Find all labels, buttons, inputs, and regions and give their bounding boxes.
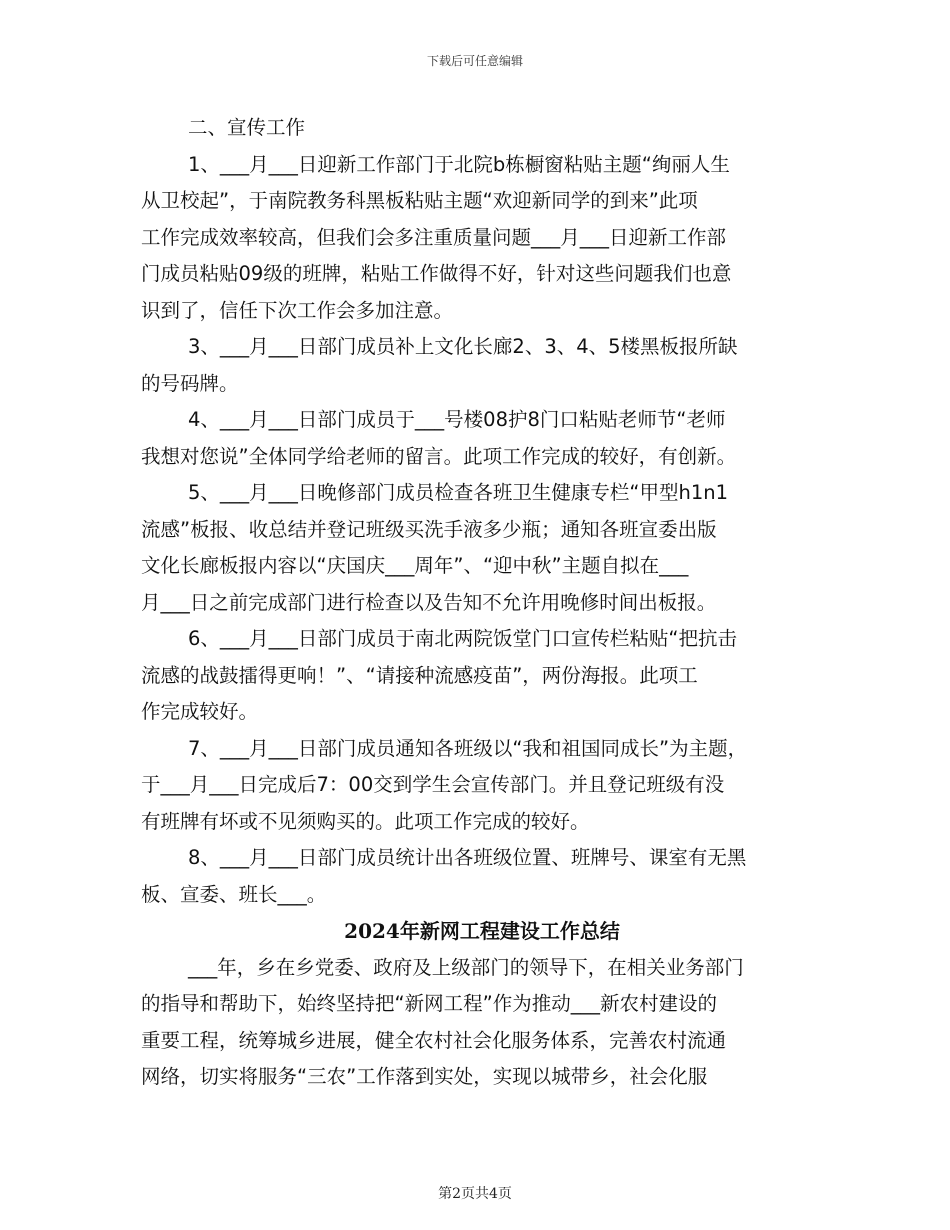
document-title: 2024年新网工程建设工作总结 [344, 919, 620, 943]
paragraph-line: 的号码牌。 [141, 371, 239, 395]
section-heading: 二、宣传工作 [188, 116, 306, 139]
paragraph-line: 5、___月___日晚修部门成员检查各班卫生健康专栏“甲型h1n1 [188, 481, 729, 504]
paragraph-line: 文化长廊板报内容以“庆国庆___周年”、“迎中秋”主题自拟在___ [141, 554, 689, 577]
paragraph-line: 的指导和帮助下，始终坚持把“新网工程”作为推动___新农村建设的 [141, 992, 717, 1015]
paragraph-line: 从卫校起”，于南院教务科黑板粘贴主题“欢迎新同学的到来”此项 [141, 189, 698, 212]
document-body [141, 110, 823, 1096]
paragraph-line: 于___月___日完成后7：00交到学生会宣传部门。并且登记班级有没 [141, 773, 725, 796]
paragraph-line: 月___日之前完成部门进行检查以及告知不允许用晚修时间出板报。 [141, 590, 717, 614]
paragraph-line: 识到了，信任下次工作会多加注意。 [141, 298, 454, 322]
paragraph-line: 作完成较好。 [141, 700, 259, 723]
paragraph-line: 流感的战鼓擂得更响！”、“请接种流感疫苗”，两份海报。此项工 [141, 663, 698, 687]
page-footer: 第2页共4页 [438, 1186, 512, 1202]
paragraph-line: 门成员粘贴09级的班牌，粘贴工作做得不好，针对这些问题我们也意 [141, 262, 732, 285]
paragraph-line: 我想对您说”全体同学给老师的留言。此项工作完成的较好，有创新。 [141, 444, 737, 468]
paragraph-line: 7、___月___日部门成员通知各班级以“我和祖国同成长”为主题， [188, 736, 748, 760]
paragraph-line: 有班牌有坏或不见须购买的。此项工作完成的较好。 [141, 809, 590, 833]
paragraph-line: 重要工程，统筹城乡进展，健全农村社会化服务体系，完善农村流通 [141, 1028, 727, 1052]
paragraph-line: 1、___月___日迎新工作部门于北院b栋橱窗粘贴主题“绚丽人生 [188, 152, 730, 176]
paragraph-line: 板、宣委、班长___。 [141, 882, 327, 906]
paragraph-line: ___年，乡在乡党委、政府及上级部门的领导下，在相关业务部门 [188, 955, 744, 979]
paragraph-line: 流感”板报、收总结并登记班级买洗手液多少瓶；通知各班宣委出版 [141, 517, 717, 541]
page-header: 下载后可任意编辑 [426, 54, 523, 68]
paragraph-line: 3、___月___日部门成员补上文化长廊2、3、4、5楼黑板报所缺 [188, 335, 738, 358]
paragraph-line: 网络，切实将服务“三农”工作落到实处，实现以城带乡，社会化服 [141, 1065, 708, 1088]
paragraph-line: 4、___月___日部门成员于___号楼08护8门口粘贴老师节“老师 [188, 408, 726, 431]
paragraph-line: 8、___月___日部门成员统计出各班级位置、班牌号、课室有无黑 [188, 846, 747, 869]
paragraph-line: 6、___月___日部门成员于南北两院饭堂门口宣传栏粘贴“把抗击 [188, 627, 738, 650]
paragraph-line: 工作完成效率较高，但我们会多注重质量问题___月___日迎新工作部 [141, 225, 727, 249]
